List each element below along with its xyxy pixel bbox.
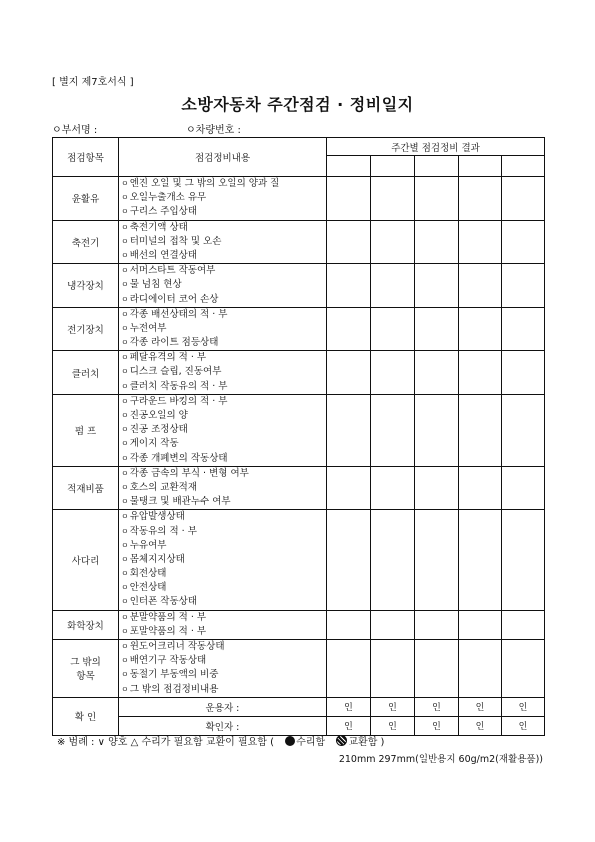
result-cell[interactable] <box>327 640 371 698</box>
check-item: ㅇ 작동유의 적 · 부 <box>121 525 326 539</box>
result-cell[interactable] <box>371 510 415 610</box>
checker-seal[interactable]: 인 <box>415 716 459 735</box>
result-cell[interactable] <box>327 177 371 221</box>
result-col-header <box>459 156 502 177</box>
result-cell[interactable] <box>459 220 502 264</box>
header-content: 점검정비내용 <box>119 138 327 177</box>
result-cell[interactable] <box>371 177 415 221</box>
check-item: ㅇ 회전상태 <box>121 567 326 581</box>
operator-seal[interactable]: 인 <box>502 697 545 716</box>
result-cell[interactable] <box>415 640 459 698</box>
check-item: ㅇ 진공오일의 양 <box>121 409 326 423</box>
result-cell[interactable] <box>327 264 371 308</box>
result-cell[interactable] <box>415 466 459 510</box>
category-cell: 축전기 <box>53 220 119 264</box>
result-cell[interactable] <box>502 510 545 610</box>
category-cell: 적재비품 <box>53 466 119 510</box>
result-cell[interactable] <box>415 177 459 221</box>
legend-text: ※ 범례 : ∨ 양호 △ 수리가 필요함 교환이 필요함 ( <box>57 737 275 748</box>
result-cell[interactable] <box>371 466 415 510</box>
check-item: ㅇ 윈도어크리너 작동상태 <box>121 640 326 654</box>
result-cell[interactable] <box>415 351 459 395</box>
operator-label: 운용자 : <box>119 697 327 716</box>
confirm-label: 확 인 <box>53 697 119 735</box>
checker-label: 확인자 : <box>119 716 327 735</box>
result-cell[interactable] <box>459 394 502 466</box>
check-items <box>119 610 327 639</box>
result-cell[interactable] <box>327 510 371 610</box>
legend <box>57 733 384 748</box>
page-title: 소방자동차 주간점검 · 정비일지 <box>181 95 414 114</box>
check-item: ㅇ 구라운드 바킹의 적 · 부 <box>121 395 326 409</box>
result-cell[interactable] <box>415 264 459 308</box>
check-item: ㅇ 각종 개폐변의 작동상태 <box>121 452 326 466</box>
check-item: ㅇ 동절기 부동액의 비중 <box>121 668 326 682</box>
legend-repaired: 수리함 <box>296 737 326 748</box>
result-cell[interactable] <box>327 610 371 639</box>
check-item: ㅇ 페달유격의 적 · 부 <box>121 351 326 365</box>
result-cell[interactable] <box>502 610 545 639</box>
check-items <box>119 220 327 264</box>
checker-seal[interactable]: 인 <box>371 716 415 735</box>
result-cell[interactable] <box>371 220 415 264</box>
check-item: ㅇ 누유여부 <box>121 539 326 553</box>
result-col-header <box>415 156 459 177</box>
check-item: ㅇ 오일누출개소 유무 <box>121 191 326 205</box>
result-cell[interactable] <box>371 640 415 698</box>
operator-seal[interactable]: 인 <box>415 697 459 716</box>
check-item: ㅇ 클러치 작동유의 적 · 부 <box>121 380 326 394</box>
category-cell: 사다리 <box>53 510 119 610</box>
category-cell: 냉각장치 <box>53 264 119 308</box>
check-item: ㅇ 각종 라이트 점등상태 <box>121 336 326 350</box>
category-cell: 전기장치 <box>53 307 119 351</box>
result-cell[interactable] <box>459 640 502 698</box>
operator-seal[interactable]: 인 <box>371 697 415 716</box>
result-cell[interactable] <box>459 510 502 610</box>
check-item: ㅇ 진공 조정상태 <box>121 423 326 437</box>
department-label: ㅇ부서명 : <box>52 125 98 136</box>
check-items <box>119 466 327 510</box>
result-cell[interactable] <box>502 466 545 510</box>
result-cell[interactable] <box>327 394 371 466</box>
result-cell[interactable] <box>459 351 502 395</box>
result-cell[interactable] <box>371 394 415 466</box>
category-cell: 클러치 <box>53 351 119 395</box>
check-item: ㅇ 포말약품의 적 · 부 <box>121 625 326 639</box>
category-cell: 윤활유 <box>53 177 119 221</box>
header-category: 점검항목 <box>53 138 119 177</box>
operator-seal[interactable]: 인 <box>327 697 371 716</box>
category-cell: 화학장치 <box>53 610 119 639</box>
check-item: ㅇ 라디에이터 코어 손상 <box>121 293 326 307</box>
result-cell[interactable] <box>459 466 502 510</box>
result-cell[interactable] <box>415 307 459 351</box>
result-cell[interactable] <box>415 610 459 639</box>
check-item: ㅇ 인터폰 작동상태 <box>121 595 326 609</box>
replaced-symbol-icon <box>336 735 347 746</box>
check-item: ㅇ 분말약품의 적 · 부 <box>121 611 326 625</box>
result-cell[interactable] <box>327 220 371 264</box>
check-items <box>119 640 327 698</box>
result-col-header <box>371 156 415 177</box>
repaired-symbol-icon <box>285 736 295 746</box>
inspection-table <box>52 137 545 736</box>
check-item: ㅇ 각종 금속의 부식 · 변형 여부 <box>121 467 326 481</box>
check-item: ㅇ 누전여부 <box>121 322 326 336</box>
check-item: ㅇ 배선의 연결상태 <box>121 249 326 263</box>
check-item: ㅇ 디스크 슬립, 진동여부 <box>121 365 326 379</box>
result-cell[interactable] <box>415 510 459 610</box>
result-cell[interactable] <box>502 640 545 698</box>
paper-spec: 210mm 297mm(일반용지 60g/m2(재활용품)) <box>338 754 543 765</box>
checker-seal[interactable]: 인 <box>502 716 545 735</box>
result-cell[interactable] <box>459 610 502 639</box>
check-item: ㅇ 서머스타트 작동여부 <box>121 264 326 278</box>
category-cell: 그 밖의 항목 <box>53 640 119 698</box>
check-items <box>119 264 327 308</box>
result-cell[interactable] <box>502 264 545 308</box>
result-cell[interactable] <box>371 264 415 308</box>
check-items <box>119 510 327 610</box>
check-item: ㅇ 게이지 작동 <box>121 437 326 451</box>
checker-seal[interactable]: 인 <box>327 716 371 735</box>
check-item: ㅇ 엔진 오일 및 그 밖의 오일의 양과 질 <box>121 177 326 191</box>
category-cell: 펌 프 <box>53 394 119 466</box>
table-body <box>53 177 545 698</box>
result-col-header <box>502 156 545 177</box>
result-cell[interactable] <box>371 351 415 395</box>
result-cell[interactable] <box>459 177 502 221</box>
result-cell[interactable] <box>459 307 502 351</box>
operator-seal[interactable]: 인 <box>459 697 502 716</box>
check-items <box>119 177 327 221</box>
result-cell[interactable] <box>327 307 371 351</box>
check-items <box>119 351 327 395</box>
vehicle-number-label: ㅇ차량번호 : <box>186 125 241 136</box>
result-cell[interactable] <box>502 351 545 395</box>
check-item: ㅇ 배연기구 작동상태 <box>121 654 326 668</box>
check-item: ㅇ 몸체지지상태 <box>121 553 326 567</box>
result-cell[interactable] <box>502 307 545 351</box>
result-cell[interactable] <box>502 177 545 221</box>
result-cell[interactable] <box>415 220 459 264</box>
check-item: ㅇ 물탱크 및 배관누수 여부 <box>121 495 326 509</box>
check-item: ㅇ 축전기액 상태 <box>121 221 326 235</box>
result-cell[interactable] <box>371 610 415 639</box>
check-items <box>119 394 327 466</box>
result-col-header <box>327 156 371 177</box>
result-cell[interactable] <box>371 307 415 351</box>
header-results: 주간별 점검정비 결과 <box>327 138 545 156</box>
result-cell[interactable] <box>327 466 371 510</box>
result-cell[interactable] <box>415 394 459 466</box>
check-items <box>119 307 327 351</box>
check-item: ㅇ 구리스 주입상태 <box>121 205 326 219</box>
result-cell[interactable] <box>327 351 371 395</box>
check-item: ㅇ 그 밖의 점검정비내용 <box>121 683 326 697</box>
check-item: ㅇ 터미널의 접착 및 오손 <box>121 235 326 249</box>
result-cell[interactable] <box>502 220 545 264</box>
check-item: ㅇ 호스의 교환적재 <box>121 481 326 495</box>
checker-seal[interactable]: 인 <box>459 716 502 735</box>
result-cell[interactable] <box>502 394 545 466</box>
check-item: ㅇ 각종 배선상태의 적 · 부 <box>121 308 326 322</box>
result-cell[interactable] <box>459 264 502 308</box>
legend-replaced: 교환함 ) <box>348 737 385 748</box>
check-item: ㅇ 물 넘침 현상 <box>121 278 326 292</box>
form-number: [ 별지 제7호서식 ] <box>52 77 134 88</box>
check-item: ㅇ 안전상태 <box>121 581 326 595</box>
check-item: ㅇ 유압발생상태 <box>121 510 326 524</box>
